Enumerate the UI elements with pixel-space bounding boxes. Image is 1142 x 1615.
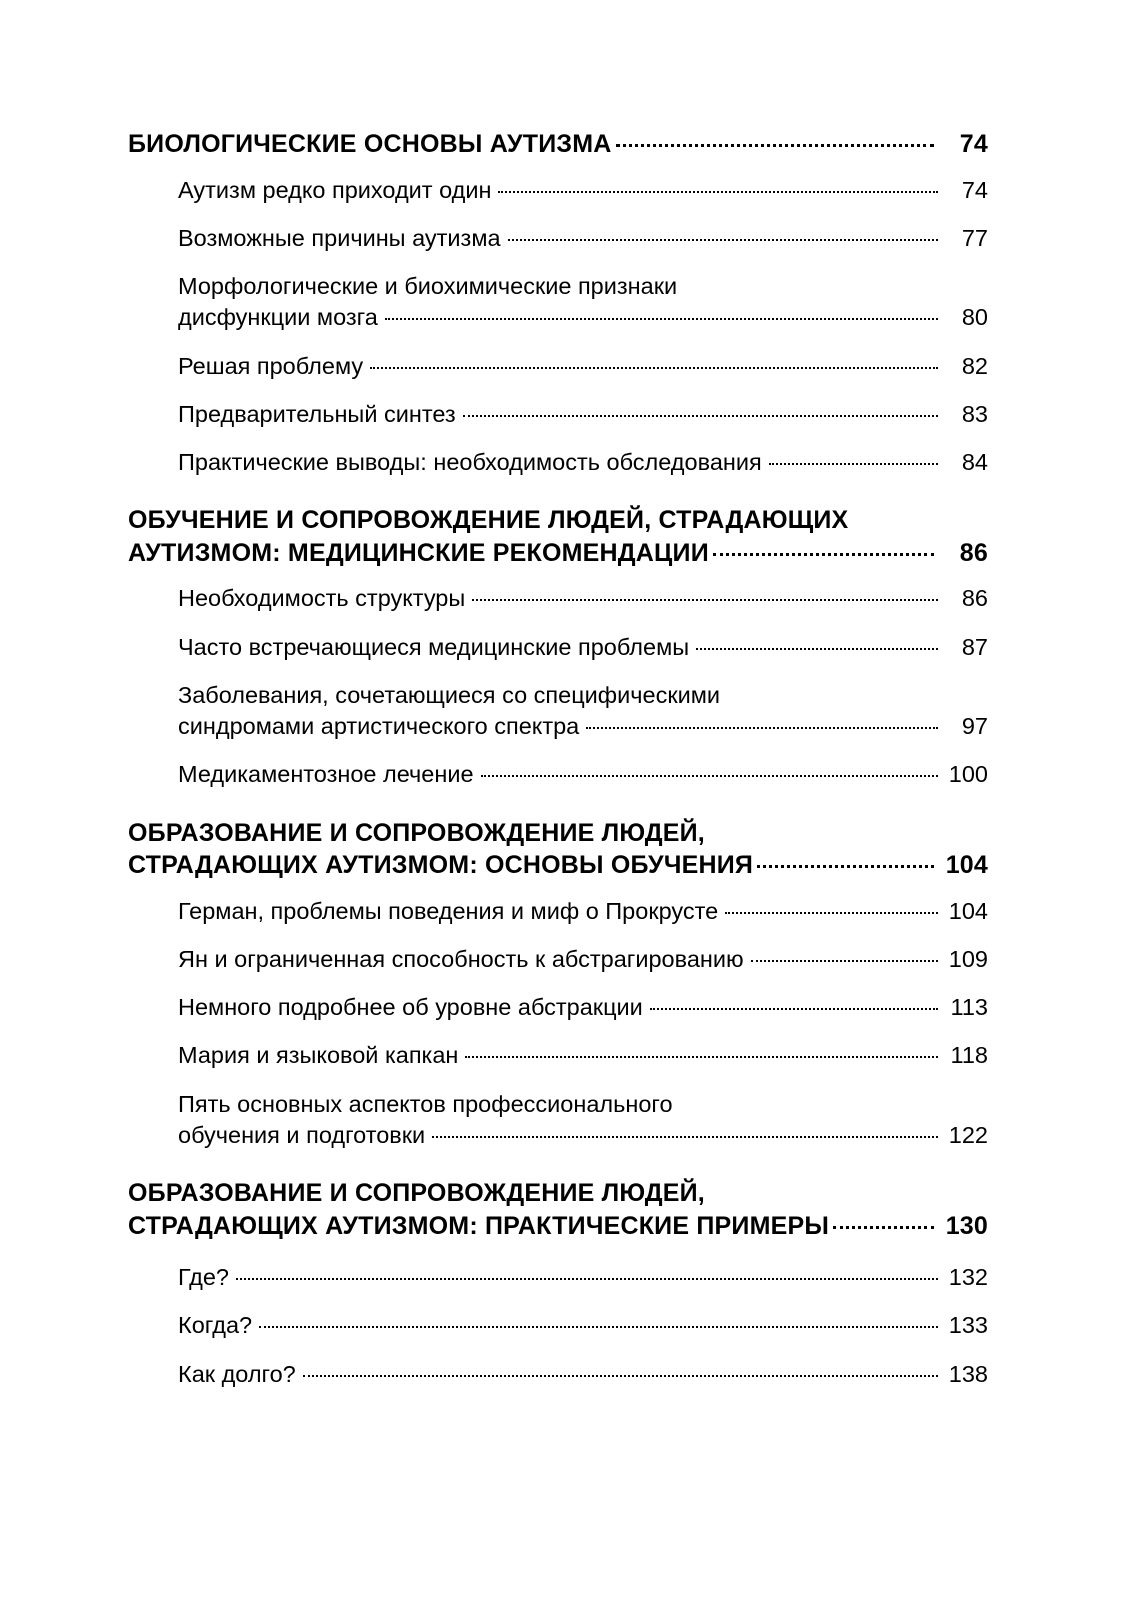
toc-entry[interactable]: [128, 351, 988, 382]
toc-chapter-page: 74: [959, 130, 988, 158]
leader-dots: [385, 318, 938, 320]
toc-entry[interactable]: [128, 399, 988, 430]
leader-dots: [725, 912, 938, 914]
toc-entry-title-line2: обучения и подготовки: [178, 1121, 426, 1148]
toc-entry[interactable]: [128, 680, 988, 743]
toc-entry-title: Где?: [178, 1264, 230, 1290]
toc-entry-title-line2: синдромами артистического спектра: [178, 713, 580, 739]
toc-entry[interactable]: [128, 175, 988, 206]
toc-entry[interactable]: [128, 271, 988, 334]
toc-chapter-page: 130: [945, 1211, 988, 1240]
toc-entry-page: 83: [961, 400, 988, 427]
leader-dots: [713, 553, 934, 556]
leader-dots: [481, 775, 938, 777]
toc-entry-page: 100: [948, 761, 988, 788]
toc-entry-title-line1: Заболевания, сочетающиеся со специфическими: [178, 681, 721, 708]
leader-dots: [650, 1008, 938, 1010]
toc-entry[interactable]: [128, 992, 988, 1023]
toc-chapter-page: 86: [959, 538, 988, 567]
toc-entry-page: 133: [948, 1312, 988, 1339]
toc-entry-title: Предварительный синтез: [178, 400, 456, 427]
toc-chapter-title: БИОЛОГИЧЕСКИЕ ОСНОВЫ АУТИЗМА: [128, 130, 612, 158]
toc-entry-title: Аутизм редко приходит один: [178, 176, 492, 203]
toc-entry-page: 122: [948, 1121, 988, 1148]
toc-entry-page: 104: [948, 897, 988, 924]
toc-entry-title: Необходимость структуры: [178, 585, 466, 612]
toc-chapter-page: 104: [945, 851, 988, 879]
leader-dots: [616, 144, 934, 147]
toc-entry-title: Практические выводы: необходимость обследования: [178, 449, 762, 475]
leader-dots: [586, 727, 938, 729]
table-of-contents: [128, 128, 988, 1407]
toc-entry[interactable]: [128, 223, 988, 254]
toc-entry[interactable]: [128, 583, 988, 614]
toc-entry-page: 97: [961, 713, 988, 739]
toc-entry-page: 84: [961, 449, 988, 475]
toc-entry[interactable]: [128, 759, 988, 790]
toc-section: [128, 1177, 988, 1390]
leader-dots: [696, 648, 938, 650]
toc-entry-page: 118: [950, 1042, 988, 1069]
toc-chapter-title-line2: СТРАДАЮЩИХ АУТИЗМОМ: ОСНОВЫ ОБУЧЕНИЯ: [128, 851, 754, 879]
toc-chapter-title-line2: СТРАДАЮЩИХ АУТИЗМОМ: ПРАКТИЧЕСКИЕ ПРИМЕРЫ: [128, 1211, 830, 1240]
leader-dots: [465, 1056, 938, 1058]
toc-entry[interactable]: [128, 1359, 988, 1390]
toc-chapter-entry[interactable]: [128, 128, 988, 161]
toc-chapter-title-line1: ОБРАЗОВАНИЕ И СОПРОВОЖДЕНИЕ ЛЮДЕЙ,: [128, 818, 705, 847]
toc-entry-title: Герман, проблемы поведения и миф о Прокрусте: [178, 897, 719, 924]
toc-entry[interactable]: [128, 1310, 988, 1341]
toc-entry-page: 82: [961, 352, 988, 379]
leader-dots: [751, 960, 938, 962]
toc-chapter-title-line1: ОБРАЗОВАНИЕ И СОПРОВОЖДЕНИЕ ЛЮДЕЙ,: [128, 1179, 705, 1207]
toc-chapter-entry[interactable]: [128, 817, 988, 882]
toc-entry-title: Часто встречающиеся медицинские проблемы: [178, 633, 690, 660]
toc-section: [128, 128, 988, 478]
toc-section: [128, 817, 988, 1152]
toc-entry-page: 113: [950, 994, 988, 1020]
leader-dots: [463, 415, 938, 417]
toc-entry-title: Возможные причины аутизма: [178, 224, 501, 251]
leader-dots: [498, 191, 938, 193]
toc-entry[interactable]: [128, 1262, 988, 1293]
toc-chapter-title-line2: АУТИЗМОМ: МЕДИЦИНСКИЕ РЕКОМЕНДАЦИИ: [128, 538, 709, 567]
toc-entry-title: Ян и ограниченная способность к абстрагированию: [178, 945, 744, 972]
toc-entry-title: Немного подробнее об уровне абстракции: [178, 994, 643, 1020]
toc-entry-title: Как долго?: [178, 1360, 296, 1387]
leader-dots: [833, 1226, 934, 1229]
leader-dots: [259, 1326, 938, 1328]
leader-dots: [757, 865, 934, 868]
leader-dots: [236, 1278, 938, 1280]
leader-dots: [508, 239, 938, 241]
toc-entry-page: 77: [961, 224, 988, 251]
leader-dots: [432, 1136, 938, 1138]
toc-entry[interactable]: [128, 1089, 988, 1152]
toc-entry-title: Медикаментозное лечение: [178, 761, 474, 788]
toc-entry[interactable]: [128, 447, 988, 478]
toc-entry-page: 132: [948, 1264, 988, 1290]
toc-entry-title: Когда?: [178, 1312, 253, 1339]
toc-entry-page: 80: [961, 304, 988, 331]
toc-chapter-title-line1: ОБУЧЕНИЕ И СОПРОВОЖДЕНИЕ ЛЮДЕЙ, СТРАДАЮЩИХ: [128, 506, 849, 535]
toc-entry-page: 109: [948, 945, 988, 972]
toc-entry-title-line1: Пять основных аспектов профессионального: [178, 1090, 673, 1117]
leader-dots: [769, 463, 938, 465]
toc-entry-title: Мария и языковой капкан: [178, 1042, 459, 1069]
toc-entry[interactable]: [128, 1040, 988, 1071]
toc-entry-title: Решая проблему: [178, 352, 364, 379]
toc-chapter-entry[interactable]: [128, 1177, 988, 1242]
leader-dots: [303, 1375, 938, 1377]
toc-entry-title-line2: дисфункции мозга: [178, 304, 378, 331]
toc-section: [128, 504, 988, 790]
toc-entry-page: 74: [961, 176, 988, 203]
toc-entry[interactable]: [128, 632, 988, 663]
toc-entry-page: 86: [961, 585, 988, 612]
toc-entry-title-line1: Морфологические и биохимические признаки: [178, 273, 678, 299]
toc-entry[interactable]: [128, 944, 988, 975]
toc-entry-page: 138: [948, 1360, 988, 1387]
leader-dots: [472, 599, 938, 601]
toc-entry[interactable]: [128, 896, 988, 927]
leader-dots: [370, 367, 938, 369]
toc-chapter-entry[interactable]: [128, 504, 988, 569]
toc-entry-page: 87: [961, 633, 988, 660]
